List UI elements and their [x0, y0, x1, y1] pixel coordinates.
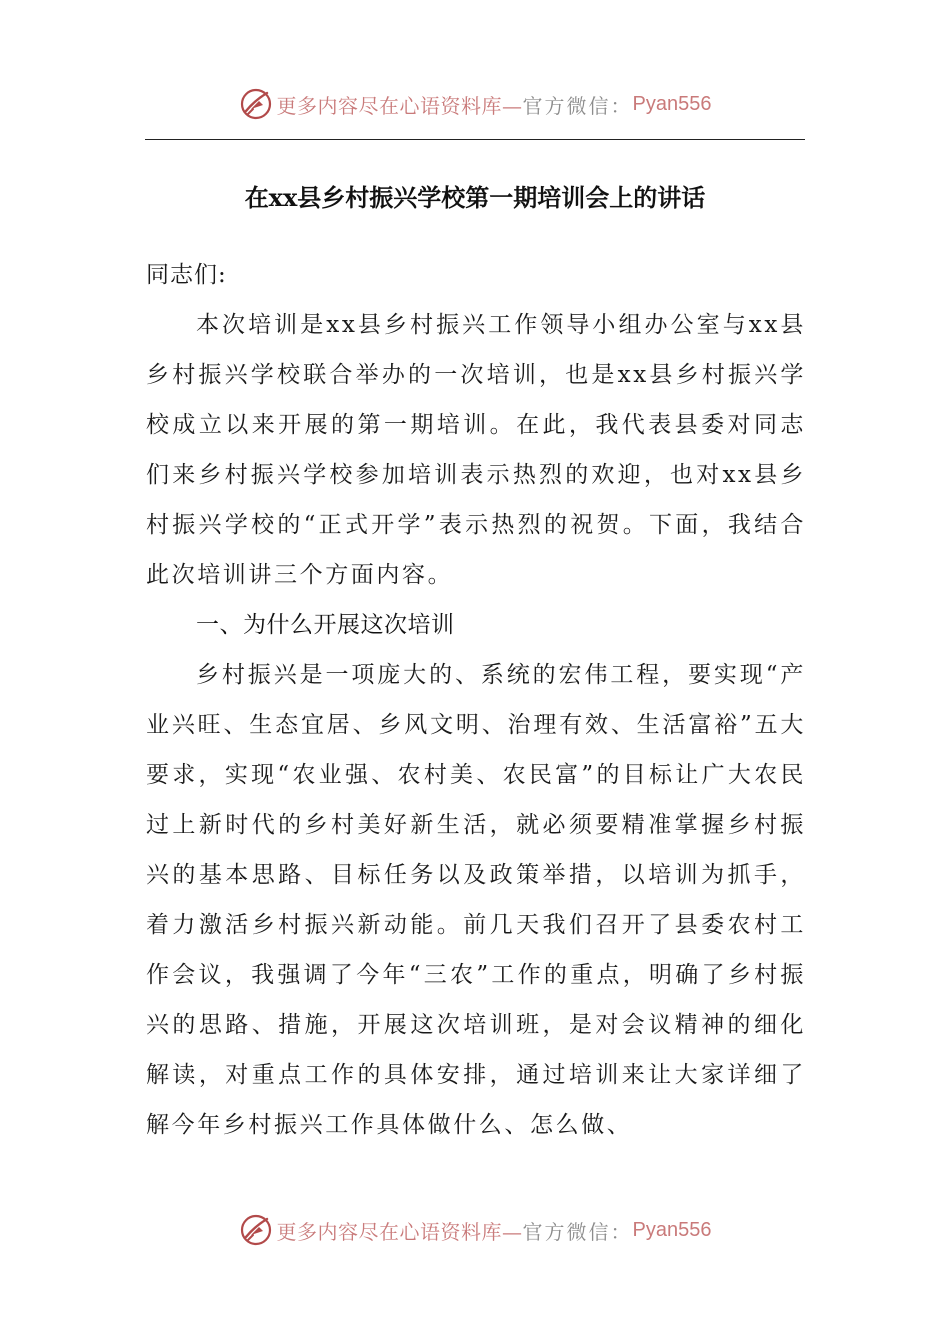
watermark-contact-label: 官方微信： — [522, 93, 633, 118]
paragraph-section-1: 乡村振兴是一项庞大的、系统的宏伟工程，要实现“产业兴旺、生态宜居、乡风文明、治理有效、生活富裕”五大要求，实现“农业强、农村美、农民富”的目标让广大农民过上新时代的乡村美好新生活，就必须要精准掌握乡村振兴的基本思路、目标任务以及政策举措，以培训为抓手，着力激活乡村振兴新动能。前几天我们召开了县委农村工作会议，我强调了今年“三农”工作的重点，明确了乡村振兴的思路、措施，开展这次培训班，是对会议精神的细化解读，对重点工作的具体安排，通过培训来让大家详细了解今年乡村振兴工作具体做什么、怎么做、 — [146, 662, 806, 1138]
document-body — [146, 250, 806, 1150]
header-divider — [145, 139, 805, 140]
watermark-contact-id: Pyan556 — [632, 92, 712, 115]
watermark-text: 更多内容尽在心语资料库— — [276, 93, 523, 118]
quill-seal-icon — [239, 1213, 273, 1247]
header-watermark — [0, 84, 950, 124]
watermark-contact-id: Pyan556 — [632, 1218, 712, 1241]
quill-seal-icon — [239, 87, 273, 121]
footer-watermark — [0, 1210, 950, 1250]
watermark-text: 更多内容尽在心语资料库— — [276, 1219, 523, 1244]
salutation: 同志们: — [146, 262, 227, 288]
section-heading-1: 一、为什么开展这次培训 — [196, 612, 455, 638]
document-title: 在xx县乡村振兴学校第一期培训会上的讲话 — [244, 183, 706, 212]
watermark-contact-label: 官方微信： — [522, 1219, 633, 1244]
paragraph-intro: 本次培训是xx县乡村振兴工作领导小组办公室与xx县乡村振兴学校联合举办的一次培训，也是xx县乡村振兴学校成立以来开展的第一期培训。在此，我代表县委对同志们来乡村振兴学校参加培训表示热烈的欢迎，也对xx县乡村振兴学校的“正式开学”表示热烈的祝贺。下面，我结合此次培训讲三个方面内容。 — [146, 312, 806, 588]
